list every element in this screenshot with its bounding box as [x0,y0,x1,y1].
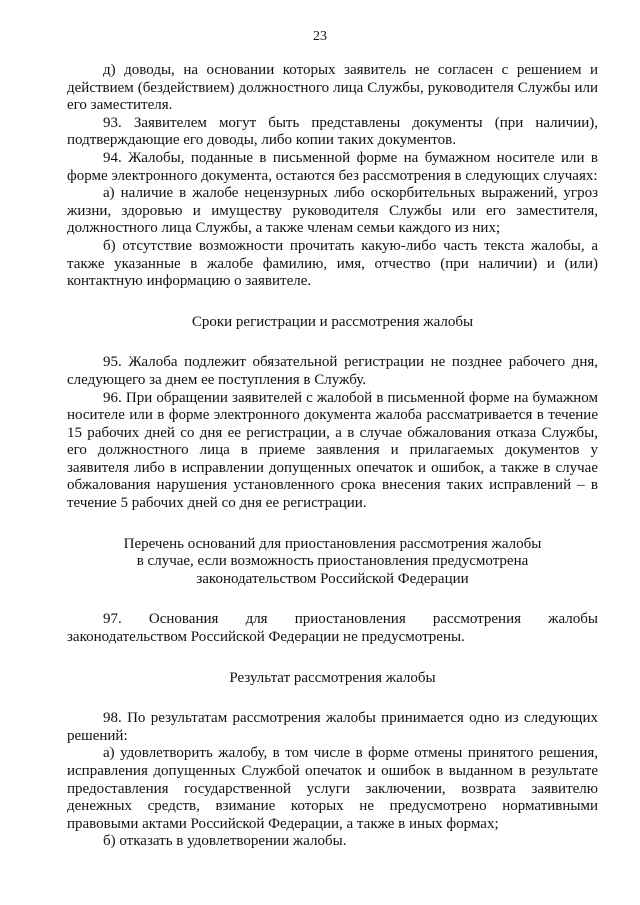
heading-line: в случае, если возможность приостановления предусмотрена [136,553,529,570]
page-number: 23 [313,29,327,44]
heading-line: Перечень оснований для приостановления рассмотрения жалобы [123,535,542,552]
section-heading-result: Результат рассмотрения жалобы [229,669,436,686]
paragraph-98a: а) удовлетворить жалобу, в том числе в форме отмены принятого решения, исправления допущенных Службой опечаток и ошибок в выданном в результате предоставления государственной услуги заключении, возврата заявителю денежных средств, взимание которых не предусмотрено нормативными правовыми актами Российской Федерации, а также в иных формах; [67,745,598,832]
paragraph-92d: д) доводы, на основании которых заявитель не согласен с решением и действием (бездействием) должностного лица Службы, руководителя Службы или его заместителя. [67,62,598,114]
paragraph-96: 96. При обращении заявителей с жалобой в письменной форме на бумажном носителе или в форме электронного документа жалоба рассматривается в течение 15 рабочих дней со дня ее регистрации, а в случае обжалования отказа Службы, его должностного лица в приеме заявления и прилагаемых документов у заявителя либо в исправлении допущенных опечаток и ошибок, а также в случае обжалования нарушения установленного срока внесения таких исправлений – в течение 5 рабочих дней со дня ее регистрации. [67,389,598,512]
document-body [67,62,598,851]
paragraph-93: 93. Заявителем могут быть представлены документы (при наличии), подтверждающие его доводы, либо копии таких документов. [67,114,598,149]
paragraph-98b: б) отказать в удовлетворении жалобы. [103,833,347,850]
section-heading-suspension [67,536,598,589]
section-heading-registration: Сроки регистрации и рассмотрения жалобы [191,313,474,330]
paragraph-95: 95. Жалоба подлежит обязательной регистрации не позднее рабочего дня, следующего за днем ее поступления в Службу. [67,354,598,388]
paragraph-94: 94. Жалобы, поданные в письменной форме на бумажном носителе или в форме электронного документа, остаются без рассмотрения в следующих случаях: [67,149,598,184]
paragraph-97: 97. Основания для приостановления рассмотрения жалобы законодательством Российской Федерации не предусмотрены. [67,611,598,646]
paragraph-94a: а) наличие в жалобе нецензурных либо оскорбительных выражений, угроз жизни, здоровью и имуществу руководителя Службы или его заместителя, должностного лица Службы, а также членам семьи каждого из них; [67,185,598,237]
heading-line: законодательством Российской Федерации [196,570,469,587]
paragraph-94b: б) отсутствие возможности прочитать какую-либо часть текста жалобы, а также указанные в жалобе фамилию, имя, отчество (при наличии) и (или) контактную информацию о заявителе. [67,237,598,290]
paragraph-98: 98. По результатам рассмотрения жалобы принимается одно из следующих решений: [67,710,598,744]
